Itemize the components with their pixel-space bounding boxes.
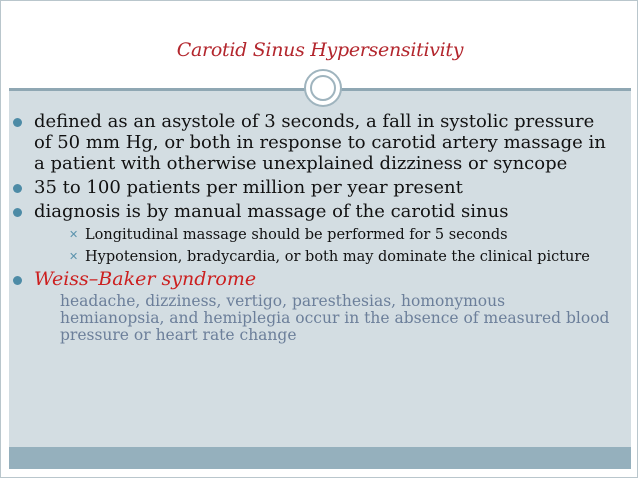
bullet-item-highlight [11, 269, 611, 290]
sub-bullet-text: Hypotension, bradycardia, or both may dominate the clinical picture [85, 249, 590, 265]
syndrome-description: headache, dizziness, vertigo, paresthesias, homonymous hemianopsia, and hemiplegia occur in the absence of measured blood pressure or heart rate change [60, 292, 610, 344]
x-bullet-icon: ✕ [69, 228, 79, 241]
bottom-bar [9, 447, 631, 469]
double-circle-ornament-icon [304, 69, 342, 107]
circle-bullet-icon [13, 276, 22, 285]
bullet-item [11, 177, 611, 198]
slide-body [11, 111, 611, 344]
circle-bullet-icon [13, 208, 22, 217]
bullet-item [11, 201, 611, 222]
slide-title: Carotid Sinus Hypersensitivity [176, 39, 464, 61]
bullet-item [11, 111, 611, 174]
bullet-text: defined as an asystole of 3 seconds, a fall in systolic pressure of 50 mm Hg, or both in response to carotid artery massage in a patient with otherwise unexplained dizziness or syncope [34, 111, 606, 174]
sub-bullet-text: Longitudinal massage should be performed for 5 seconds [85, 227, 508, 243]
sub-bullet-item [11, 226, 611, 244]
bullet-text: diagnosis is by manual massage of the carotid sinus [34, 201, 509, 222]
syndrome-name: Weiss–Baker syndrome [34, 268, 257, 290]
circle-bullet-icon [13, 184, 22, 193]
bullet-text: 35 to 100 patients per million per year present [34, 177, 463, 198]
circle-bullet-icon [13, 118, 22, 127]
x-bullet-icon: ✕ [69, 250, 79, 263]
sub-bullet-item [11, 248, 611, 266]
